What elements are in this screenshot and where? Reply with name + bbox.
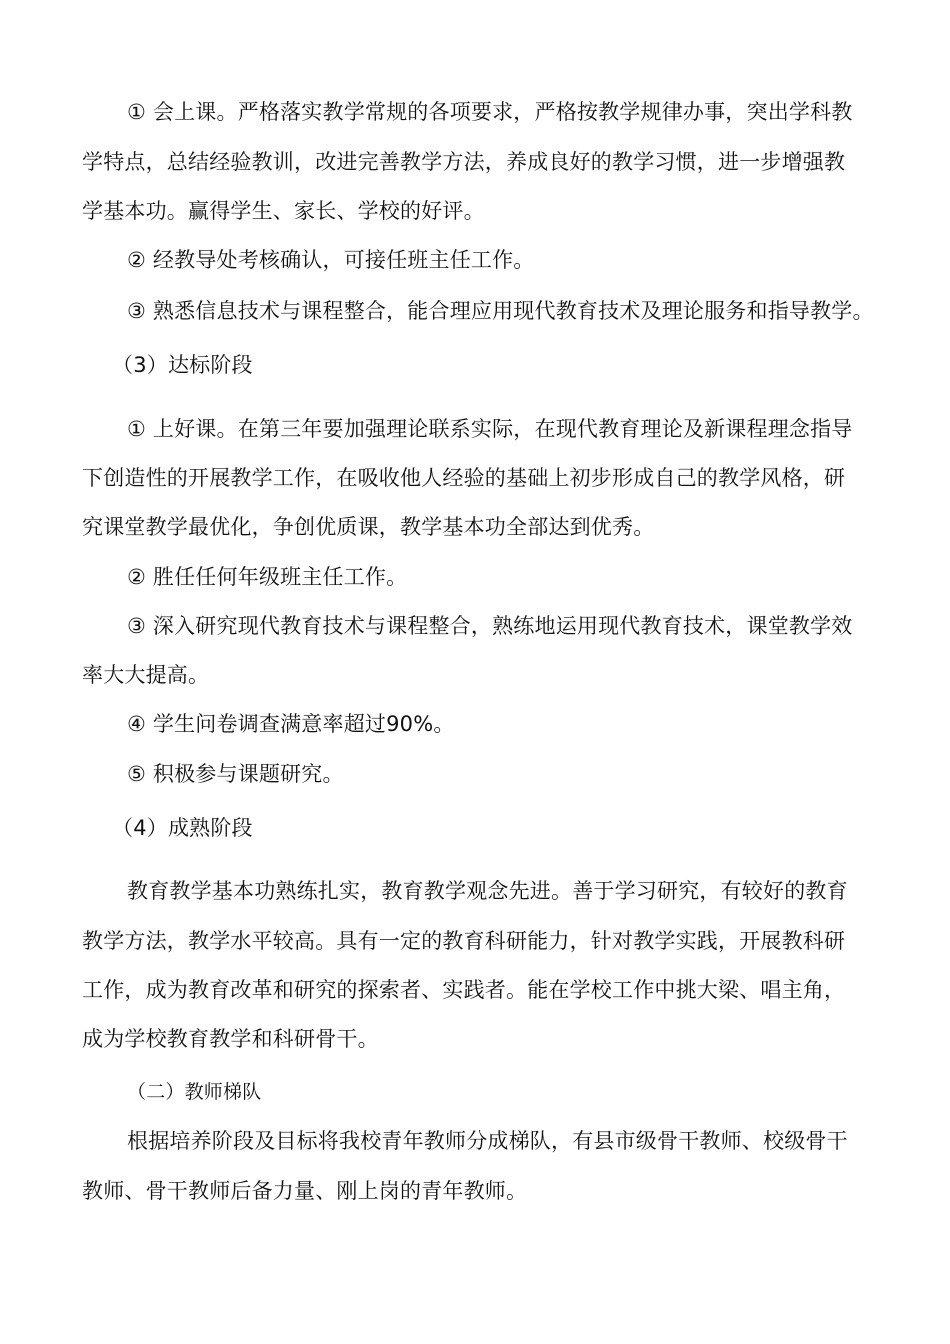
paragraph-line: ② 胜任任何年级班主任工作。 — [127, 565, 408, 589]
paragraph-line: ① 会上课。严格落实教学常规的各项要求，严格按教学规律办事，突出学科教 — [127, 100, 853, 124]
paragraph-line: 教学方法，教学水平较高。具有一定的教育科研能力，针对教学实践，开展教科研 — [82, 929, 846, 953]
paragraph-line: 学特点，总结经验教训，改进完善教学方法，养成良好的教学习惯，进一步增强教 — [82, 150, 846, 174]
section-heading: （二）教师梯队 — [127, 1081, 262, 1103]
paragraph-line: ③ 深入研究现代教育技术与课程整合，熟练地运用现代教育技术，课堂教学效 — [127, 614, 853, 638]
paragraph-line: ④ 学生问卷调查满意率超过90%。 — [127, 712, 455, 736]
paragraph-line: 下创造性的开展教学工作，在吸收他人经验的基础上初步形成自己的教学风格，研 — [82, 466, 846, 490]
paragraph-line: ⑤ 积极参与课题研究。 — [127, 762, 344, 786]
paragraph-line: 根据培养阶段及目标将我校青年教师分成梯队，有县市级骨干教师、校级骨干 — [127, 1129, 848, 1153]
section-heading: （3）达标阶段 — [112, 353, 253, 377]
paragraph-line: 究课堂教学最优化，争创优质课，教学基本功全部达到优秀。 — [82, 515, 655, 539]
paragraph-line: ① 上好课。在第三年要加强理论联系实际，在现代教育理论及新课程理念指导 — [127, 417, 853, 441]
paragraph-line: 率大大提高。 — [82, 663, 210, 687]
paragraph-line: 工作，成为教育改革和研究的探索者、实践者。能在学校工作中挑大梁、唱主角， — [82, 978, 846, 1002]
paragraph-line: 成为学校教育教学和科研骨干。 — [82, 1027, 379, 1051]
paragraph-line: ② 经教导处考核确认，可接任班主任工作。 — [127, 248, 535, 272]
paragraph-line: 学基本功。赢得学生、家长、学校的好评。 — [82, 199, 485, 223]
section-heading: （4）成熟阶段 — [112, 816, 253, 840]
paragraph-line: ③ 熟悉信息技术与课程整合，能合理应用现代教育技术及理论服务和指导教学。 — [127, 299, 874, 323]
paragraph-line: 教师、骨干教师后备力量、刚上岗的青年教师。 — [82, 1179, 528, 1203]
paragraph-line: 教育教学基本功熟练扎实，教育教学观念先进。善于学习研究，有较好的教育 — [127, 879, 848, 903]
